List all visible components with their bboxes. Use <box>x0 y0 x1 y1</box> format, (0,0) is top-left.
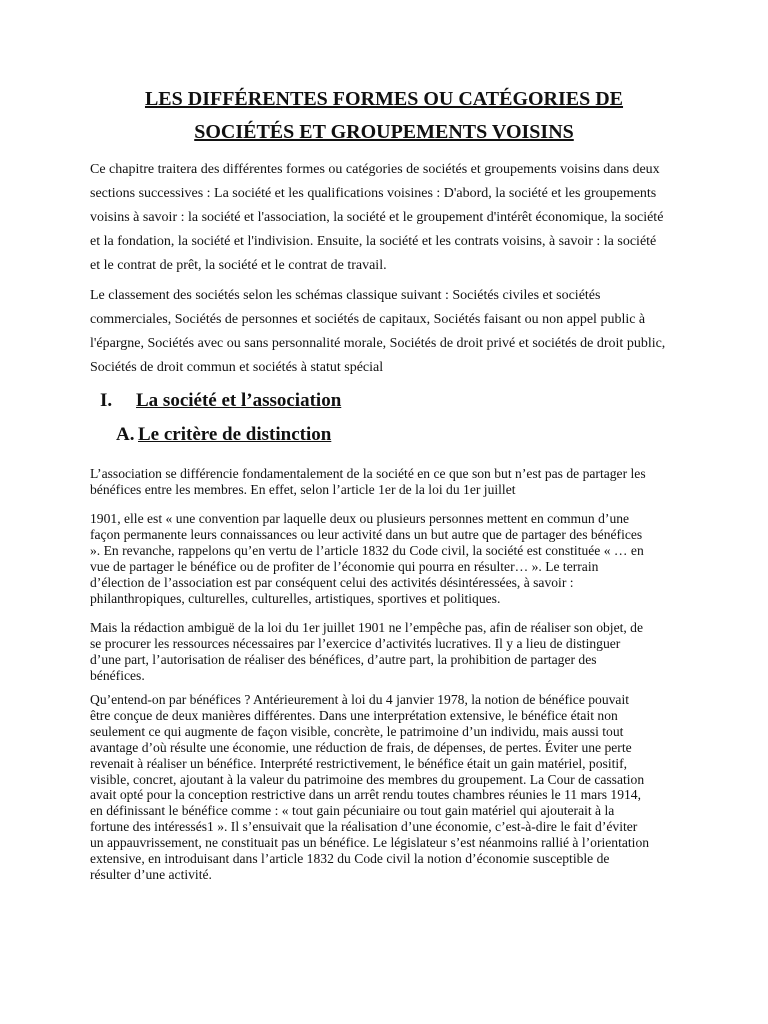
text-line: être conçue de deux manières différentes. Dans une interprétation extensive, le bénéfice était non <box>90 707 618 723</box>
text-line: résulter d’une activité. <box>90 866 212 882</box>
subsection-title: Le critère de distinction <box>138 424 332 445</box>
text-line: seulement ce qui augmente de façon visible, concrète, le patrimoine d’un individu, mais aussi tout <box>90 723 624 739</box>
page-title-line-2: SOCIÉTÉS ET GROUPEMENTS VOISINS <box>194 121 574 143</box>
section-heading-I <box>100 388 341 414</box>
text-line: l'épargne, Sociétés avec ou sans personnalité morale, Sociétés de droit privé et sociétés de droit public, <box>90 336 666 351</box>
section-title: La société et l’association <box>136 390 342 411</box>
text-line: d’une part, l’autorisation de réaliser des bénéfices, d’autre part, la prohibition de partager des <box>90 651 597 667</box>
subsection-number: A. <box>116 424 135 445</box>
text-line: avait opté pour la conception restrictive dans un arrêt rendu toutes chambres réunies le 11 mars 1914, <box>90 787 641 803</box>
text-line: façon permanente leurs connaissances ou leur activité dans un but autre que de partager des bénéfices <box>90 526 643 542</box>
text-line: Ce chapitre traitera des différentes formes ou catégories de sociétés et groupements voisins dans deux <box>90 162 660 177</box>
text-line: et la fondation, la société et l'indivision. Ensuite, la société et les contrats voisins, à savoir : la société <box>90 234 657 249</box>
page-title-line-1: LES DIFFÉRENTES FORMES OU CATÉGORIES DE <box>144 88 624 110</box>
text-line: sections successives : La société et les qualifications voisines : D'abord, la société et les groupements <box>90 186 657 201</box>
text-line: bénéfices. <box>90 667 145 683</box>
text-line: avantage d’où résulte une économie, une réduction de frais, de dépenses, de pertes. Éviter une perte <box>90 739 632 755</box>
text-line: vue de partager le bénéfice ou de profiter de l’économie qui pourra en résulter… ». Le terrain <box>90 558 599 574</box>
text-line: ». En revanche, rappelons qu’en vertu de l’article 1832 du Code civil, la société est constituée « … en <box>90 542 644 558</box>
text-line: d’élection de l’association est par conséquent celui des activités désintéressées, à savoir : <box>90 574 574 590</box>
text-line: et le contrat de prêt, la société et le contrat de travail. <box>90 258 387 273</box>
paragraph-4 <box>90 692 680 883</box>
paragraph-1 <box>90 466 680 498</box>
text-line: commerciales, Sociétés de personnes et sociétés de capitaux, Sociétés faisant ou non appel public à <box>90 312 646 327</box>
text-line: visible, concret, ajoutant à la valeur du patrimoine des membres du groupement. La Cour de cassation <box>90 771 645 787</box>
text-line: philanthropiques, culturelles, culturelles, artistiques, sportives et politiques. <box>90 590 501 606</box>
text-line: fortune des intéressés1 ». Il s’ensuivait que la réalisation d’une économie, c’est-à-dire le fait d’éviter <box>90 819 638 835</box>
paragraph-2 <box>90 511 680 606</box>
text-line: 1901, elle est « une convention par laquelle deux ou plusieurs personnes mettent en commun d’une <box>90 511 630 526</box>
text-line: voisins à savoir : la société et l'association, la société et le groupement d'intérêt économique, la société <box>90 210 664 225</box>
text-line: bénéfices entre les membres. En effet, selon l’article 1er de la loi du 1er juillet <box>90 481 516 497</box>
text-line: Mais la rédaction ambiguë de la loi du 1er juillet 1901 ne l’empêche pas, afin de réaliser son objet, de <box>90 620 644 635</box>
text-line: Sociétés de droit commun et sociétés à statut spécial <box>90 360 384 375</box>
text-line: revenait à réaliser un bénéfice. Interprété restrictivement, le bénéfice était un gain matériel, positif, <box>90 755 628 771</box>
paragraph-3 <box>90 620 680 684</box>
text-line: en définissant le bénéfice comme : « tout gain pécuniaire ou tout gain matériel qui ajouterait à la <box>90 803 615 819</box>
subsection-heading-A <box>116 422 331 448</box>
text-line: se procurer les ressources nécessaires par l’exercice d’activités lucratives. Il y a lieu de distinguer <box>90 635 621 651</box>
text-line: extensive, en introduisant dans l’article 1832 du Code civil la notion d’économie susceptible de <box>90 851 610 867</box>
text-line: L’association se différencie fondamentalement de la société en ce que son but n’est pas de partager les <box>90 466 646 481</box>
classement-paragraph <box>90 284 680 380</box>
intro-paragraph <box>90 158 680 278</box>
section-number: I. <box>100 390 113 411</box>
text-line: un appauvrissement, ne constituait pas un bénéfice. Le législateur s’est néanmoins rallié à l’orientation <box>90 835 650 851</box>
text-line: Qu’entend-on par bénéfices ? Antérieurement à loi du 4 janvier 1978, la notion de bénéfice pouvait <box>90 692 630 707</box>
text-line: Le classement des sociétés selon les schémas classique suivant : Sociétés civiles et sociétés <box>90 288 601 303</box>
